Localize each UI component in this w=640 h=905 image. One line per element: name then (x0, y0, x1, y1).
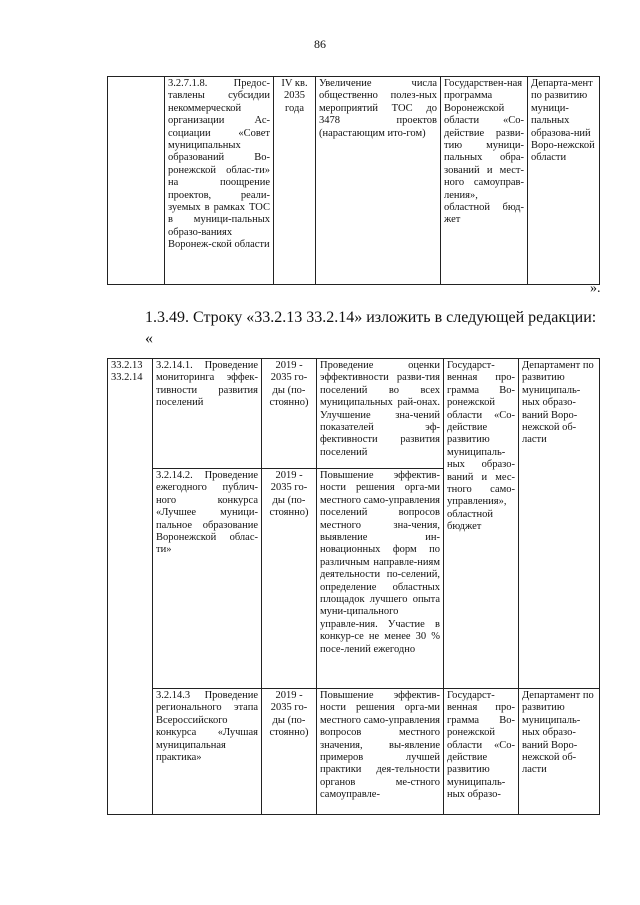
table1-department: Департа-мент по развитию муници-пальных образова-ний Воро-нежской области (528, 77, 600, 285)
table2-row2-action: 3.2.14.2. Проведение ежегодного публич-ного конкурса «Лучшее муници-пальное образование Воронежской облас-ти» (153, 469, 262, 689)
table1-code-cell (108, 77, 165, 285)
table1-result: Увеличение числа общественно полез-ных мероприятий ТОС до 3478 проектов (нарастающим ито-гом) (316, 77, 441, 285)
table1-action: 3.2.7.1.8. Предос-тавлены субсидии некоммерческой организации Ас-социации «Совет муниципальных образований Во-ронежской облас-ти» на поощрение проектов, реали-зуемых в рамках ТОС в муници-пальных образо-ваниях Воронеж-ской области (165, 77, 274, 285)
opening-quote: « (145, 330, 153, 347)
amendment-heading: 1.3.49. Строку «33.2.13 33.2.14» изложить в следующей редакции: (145, 309, 597, 326)
replacement-table (107, 358, 600, 815)
table2-row1-period: 2019 - 2035 го-ды (по-стоянно) (262, 359, 317, 469)
table2-source-a: Государст-венная про-грамма Во-ронежской области «Со-действие развитию муниципаль-ных образо-ваний и мес-тного само-управления», областной бюджет (444, 359, 519, 689)
table2-source-b: Государст-венная про-грамма Во-ронежской области «Со-действие развитию муниципаль-ных образо- (444, 689, 519, 815)
table2-dept-a: Департамент по развитию муниципаль-ных образо-ваний Воро-нежской об-ласти (519, 359, 600, 689)
table2-row2-result: Повышение эффектив-ности решения орга-ми местного само-управления поселений вопросов местного зна-чения, выявление ин-новационных форм по различным направле-ниям деятельности по-селений, определение областных площадок лучшего опыта муни-ципального управле-ния. Участие в конкур-се не менее 30 % посе-лений ежегодно (317, 469, 444, 689)
table2-row3-action: 3.2.14.3 Проведение регионального этапа Всероссийского конкурса «Лучшая муниципальная практика» (153, 689, 262, 815)
table1-source: Государствен-ная программа Воронежской области «Со-действие разви-тию муници-пальных обра-зований и мест-ного самоуправ-ления», областной бюд-жет (441, 77, 528, 285)
table1-period: IV кв. 2035 года (274, 77, 316, 285)
page-number: 86 (314, 37, 326, 51)
closing-quote: ». (590, 281, 601, 296)
table2-row3-period: 2019 - 2035 го-ды (по-стоянно) (262, 689, 317, 815)
table2-row1-result: Проведение оценки эффективности разви-тия поселений во всех муниципальных рай-онах. Улучшение зна-чений показателей эф-фективности развития поселений (317, 359, 444, 469)
table2-row2-period: 2019 - 2035 го-ды (по-стоянно) (262, 469, 317, 689)
table2-row3-result: Повышение эффектив-ности решения орга-ми местного само-управления вопросов местного значения, вы-явление примеров лучшей практики дея-тельности органов ме-стного самоуправле- (317, 689, 444, 815)
continuation-table (107, 76, 600, 285)
table2-code: 33.2.13 33.2.14 (108, 359, 153, 815)
table2-dept-b: Департамент по развитию муниципаль-ных образо-ваний Воро-нежской об-ласти (519, 689, 600, 815)
table2-row1-action: 3.2.14.1. Проведение мониторинга эффек-тивности развития поселений (153, 359, 262, 469)
